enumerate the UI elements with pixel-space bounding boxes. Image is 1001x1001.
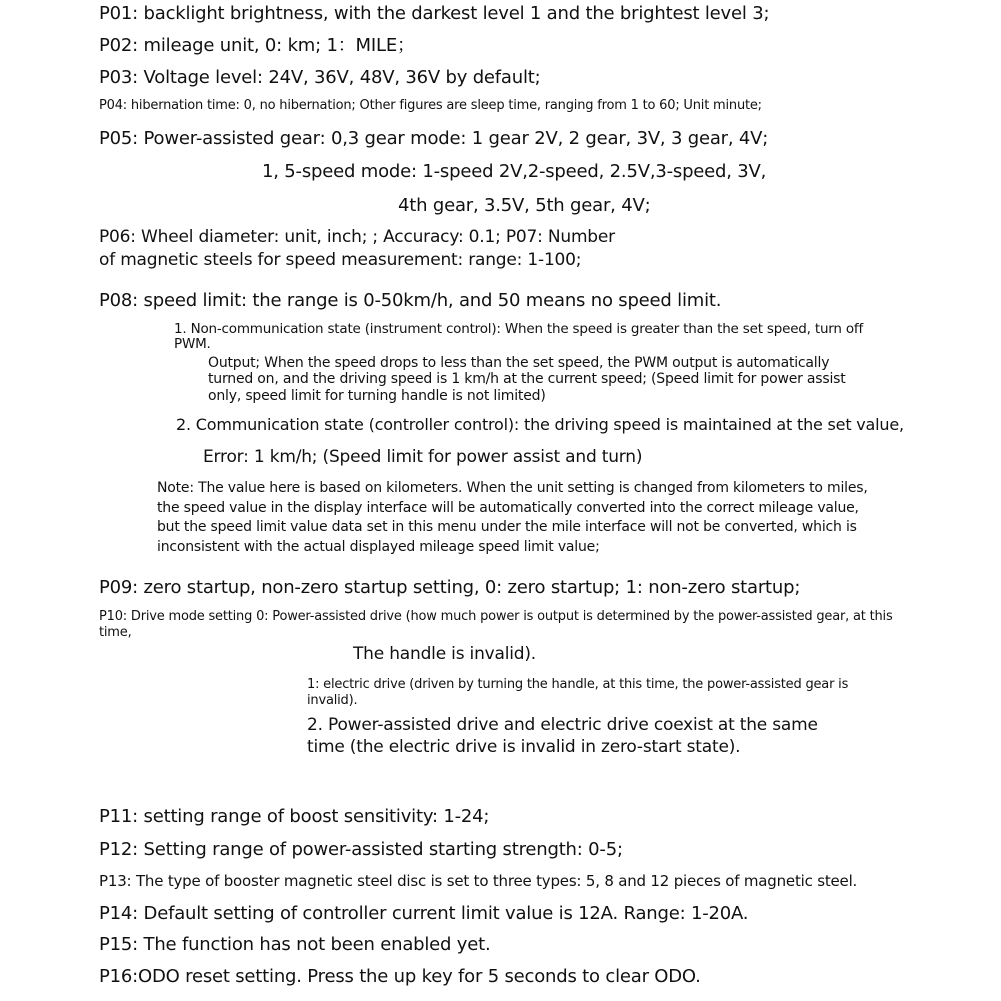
- p15-text: P15: The function has not been enabled yet.: [99, 934, 491, 955]
- p05-line3: 4th gear, 3.5V, 5th gear, 4V;: [398, 195, 651, 216]
- p08-title: P08: speed limit: the range is 0-50km/h, and 50 means no speed limit.: [99, 290, 722, 311]
- p05-line1: P05: Power-assisted gear: 0,3 gear mode: 1 gear 2V, 2 gear, 3V, 3 gear, 4V;: [99, 128, 769, 149]
- p16-text: P16:ODO reset setting. Press the up key for 5 seconds to clear ODO.: [99, 966, 701, 987]
- p01-text: P01: backlight brightness, with the darkest level 1 and the brightest level 3;: [99, 3, 770, 24]
- p06-line1: P06: Wheel diameter: unit, inch; ; Accuracy: 0.1; P07: Number: [99, 227, 615, 247]
- p08-item1-cont: Output; When the speed drops to less than the set speed, the PWM output is automatically turned on, and the driving speed is 1 km/h at the current speed; (Speed limit for power assist only, speed limit for turning handle is not limited): [208, 355, 846, 404]
- p14-text: P14: Default setting of controller current limit value is 12A. Range: 1-20A.: [99, 903, 749, 924]
- p09-text: P09: zero startup, non-zero startup setting, 0: zero startup; 1: non-zero startup;: [99, 577, 801, 598]
- p10-line2: The handle is invalid).: [353, 644, 536, 664]
- p10-line4: 2. Power-assisted drive and electric drive coexist at the same time (the electric drive is invalid in zero-start state).: [307, 715, 818, 758]
- p11-text: P11: setting range of boost sensitivity: 1-24;: [99, 806, 490, 827]
- p08-item2-cont: Error: 1 km/h; (Speed limit for power assist and turn): [203, 447, 643, 467]
- p13-text: P13: The type of booster magnetic steel disc is set to three types: 5, 8 and 12 pieces of magnetic steel.: [99, 872, 858, 890]
- p12-text: P12: Setting range of power-assisted starting strength: 0-5;: [99, 839, 623, 860]
- p04-text: P04: hibernation time: 0, no hibernation; Other figures are sleep time, ranging from 1 to 60; Unit minute;: [99, 98, 762, 113]
- p03-text: P03: Voltage level: 24V, 36V, 48V, 36V by default;: [99, 67, 541, 88]
- p08-note: Note: The value here is based on kilometers. When the unit setting is changed from kilometers to miles, the speed value in the display interface will be automatically converted into the correct mileage value, but the speed limit value data set in this menu under the mile interface will not be converted, which is inconsistent with the actual displayed mileage speed limit value;: [157, 480, 868, 555]
- p06-line2: of magnetic steels for speed measurement: range: 1-100;: [99, 250, 582, 270]
- p08-item2: 2. Communication state (controller control): the driving speed is maintained at the set value,: [176, 415, 904, 434]
- p10-line1: P10: Drive mode setting 0: Power-assisted drive (how much power is output is determined by the power-assisted gear, at this time,: [99, 609, 893, 640]
- p05-line2: 1, 5-speed mode: 1-speed 2V,2-speed, 2.5V,3-speed, 3V,: [262, 161, 767, 182]
- p08-item1: 1. Non-communication state (instrument control): When the speed is greater than the set speed, turn off PWM.: [174, 321, 864, 353]
- p02-text: P02: mileage unit, 0: km; 1：MILE；: [99, 35, 415, 56]
- p10-line3: 1: electric drive (driven by turning the handle, at this time, the power-assisted gear is invalid).: [307, 677, 849, 708]
